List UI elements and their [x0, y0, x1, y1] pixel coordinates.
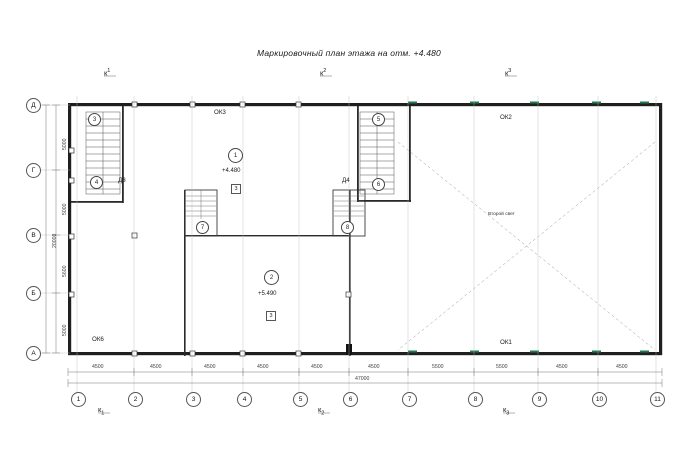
dim-bottom-5: 4500	[311, 364, 323, 370]
window-label-ok3: ОК3	[214, 109, 226, 116]
dim-bottom-2: 4500	[150, 364, 162, 370]
door-label-d4: Д4	[342, 177, 350, 184]
axis-bubble-a[interactable]: А	[26, 346, 41, 361]
dim-left-1: 5000	[62, 138, 68, 150]
k-mark-top-2: $к^2$	[320, 68, 327, 78]
axis-bubble-v[interactable]: В	[26, 228, 41, 243]
window-label-ok6: ОК6	[92, 336, 104, 343]
room-tag-2: 3	[266, 311, 276, 321]
axis-bubble-11[interactable]: 11	[650, 392, 665, 407]
dim-bottom-7: 5500	[432, 364, 444, 370]
axis-bubble-3[interactable]: 3	[186, 392, 201, 407]
stair-marker-6[interactable]: 6	[372, 178, 385, 191]
axis-bubble-7[interactable]: 7	[402, 392, 417, 407]
stair-marker-4[interactable]: 4	[90, 176, 103, 189]
axis-bubble-9[interactable]: 9	[532, 392, 547, 407]
dim-left-2: 5000	[62, 203, 68, 215]
k-mark-bottom-3: $к_3$	[503, 405, 510, 417]
room-marker-1[interactable]: 1	[228, 148, 243, 163]
stair-marker-7[interactable]: 7	[196, 221, 209, 234]
axis-bubble-8[interactable]: 8	[468, 392, 483, 407]
axis-bubble-2[interactable]: 2	[128, 392, 143, 407]
stair-marker-3[interactable]: 3	[88, 113, 101, 126]
k-mark-bottom-2: $к_2$	[318, 405, 325, 417]
room-tag-1: 3	[231, 184, 241, 194]
axis-bubble-b[interactable]: Б	[26, 286, 41, 301]
dim-left-3: 5600	[62, 265, 68, 277]
dim-bottom-6: 4500	[368, 364, 380, 370]
window-label-ok2: ОК2	[500, 114, 512, 121]
k-mark-bottom-1: $к_1$	[98, 405, 105, 417]
dim-left-total: 20000	[52, 233, 58, 248]
window-label-ok1: ОК1	[500, 339, 512, 346]
note-second-light: Второй свет	[488, 212, 515, 217]
axis-bubble-1[interactable]: 1	[71, 392, 86, 407]
dim-bottom-1: 4500	[92, 364, 104, 370]
stair-marker-5[interactable]: 5	[372, 113, 385, 126]
dim-total: 47000	[355, 376, 370, 382]
k-mark-top-1: $к^1$	[104, 68, 111, 78]
stair-marker-8[interactable]: 8	[341, 221, 354, 234]
k-mark-top-3: $к^3$	[505, 68, 512, 78]
axis-bubble-10[interactable]: 10	[592, 392, 607, 407]
axis-bubble-d[interactable]: Д	[26, 98, 41, 113]
door-label-d3: Д3	[118, 177, 126, 184]
drawing-title: Маркировочный план этажа на отм. +4.480	[257, 48, 441, 58]
dim-bottom-9: 4500	[556, 364, 568, 370]
axis-bubble-6[interactable]: 6	[343, 392, 358, 407]
dim-bottom-4: 4500	[257, 364, 269, 370]
axis-bubble-g[interactable]: Г	[26, 163, 41, 178]
axis-bubble-4[interactable]: 4	[237, 392, 252, 407]
room-marker-2[interactable]: 2	[264, 270, 279, 285]
dim-bottom-3: 4500	[204, 364, 216, 370]
axis-bubble-5[interactable]: 5	[293, 392, 308, 407]
room-level-1: +4.480	[222, 168, 241, 174]
dim-bottom-10: 4500	[616, 364, 628, 370]
room-level-2: +5.490	[258, 291, 277, 297]
dim-left-4: 5000	[62, 324, 68, 336]
dim-bottom-8: 5500	[496, 364, 508, 370]
